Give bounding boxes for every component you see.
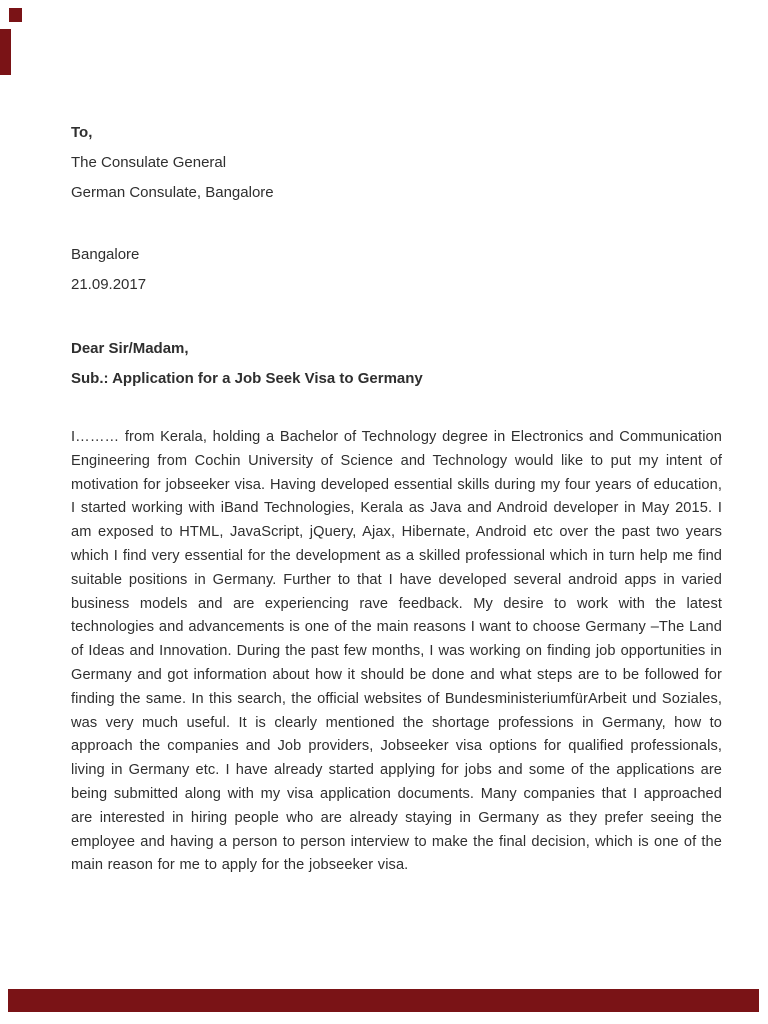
letter-subject: Sub.: Application for a Job Seek Visa to Germany bbox=[71, 370, 423, 387]
recipient-line-1: The Consulate General bbox=[71, 154, 227, 171]
letter bbox=[71, 118, 722, 878]
letter-date: 21.09.2017 bbox=[71, 276, 147, 293]
letter-place: Bangalore bbox=[71, 246, 140, 263]
recipient-to-label: To, bbox=[71, 124, 93, 141]
page-edge-mark-left-bar bbox=[0, 29, 11, 75]
page-edge-mark-bottom-bar bbox=[8, 989, 759, 1012]
letter-greeting: Dear Sir/Madam, bbox=[71, 340, 189, 357]
page-edge-mark-top-square bbox=[9, 8, 22, 22]
recipient-line-2: German Consulate, Bangalore bbox=[71, 184, 274, 201]
letter-body: I……… from Kerala, holding a Bachelor of Technology degree in Electronics and Communication Engineering from Cochin University of Science and Technology would like to put my intent of motivation for jobseeker visa. Having developed essential skills during my four years of education, I started working with iBand Technologies, Kerala as Java and Android developer in May 2015. I am exposed to HTML, JavaScript, jQuery, Ajax, Hibernate, Android etc over the past two years which I find very essential for the development as a skilled professional which in turn help me find suitable positions in Germany. Further to that I have developed several android apps in varied business models and are experiencing rave feedback. My desire to work with the latest technologies and advancements is one of the main reasons I want to choose Germany –The Land of Ideas and Innovation. During the past few months, I was working on finding job opportunities in Germany and got information about how it should be done and what steps are to be followed for finding the same. In this search, the official websites of BundesministeriumfürArbeit und Soziales, was very much useful. It is clearly mentioned the shortage professions in Germany, how to approach the companies and Job providers, Jobseeker visa options for qualified professionals, living in Germany etc. I have already started applying for jobs and some of the applications are being submitted along with my visa application documents. Many companies that I approached are interested in hiring people who are already staying in Germany as they prefer seeing the employee and having a person to person interview to make the final decision, which is one of the main reason for me to apply for the jobseeker visa. bbox=[71, 429, 722, 874]
